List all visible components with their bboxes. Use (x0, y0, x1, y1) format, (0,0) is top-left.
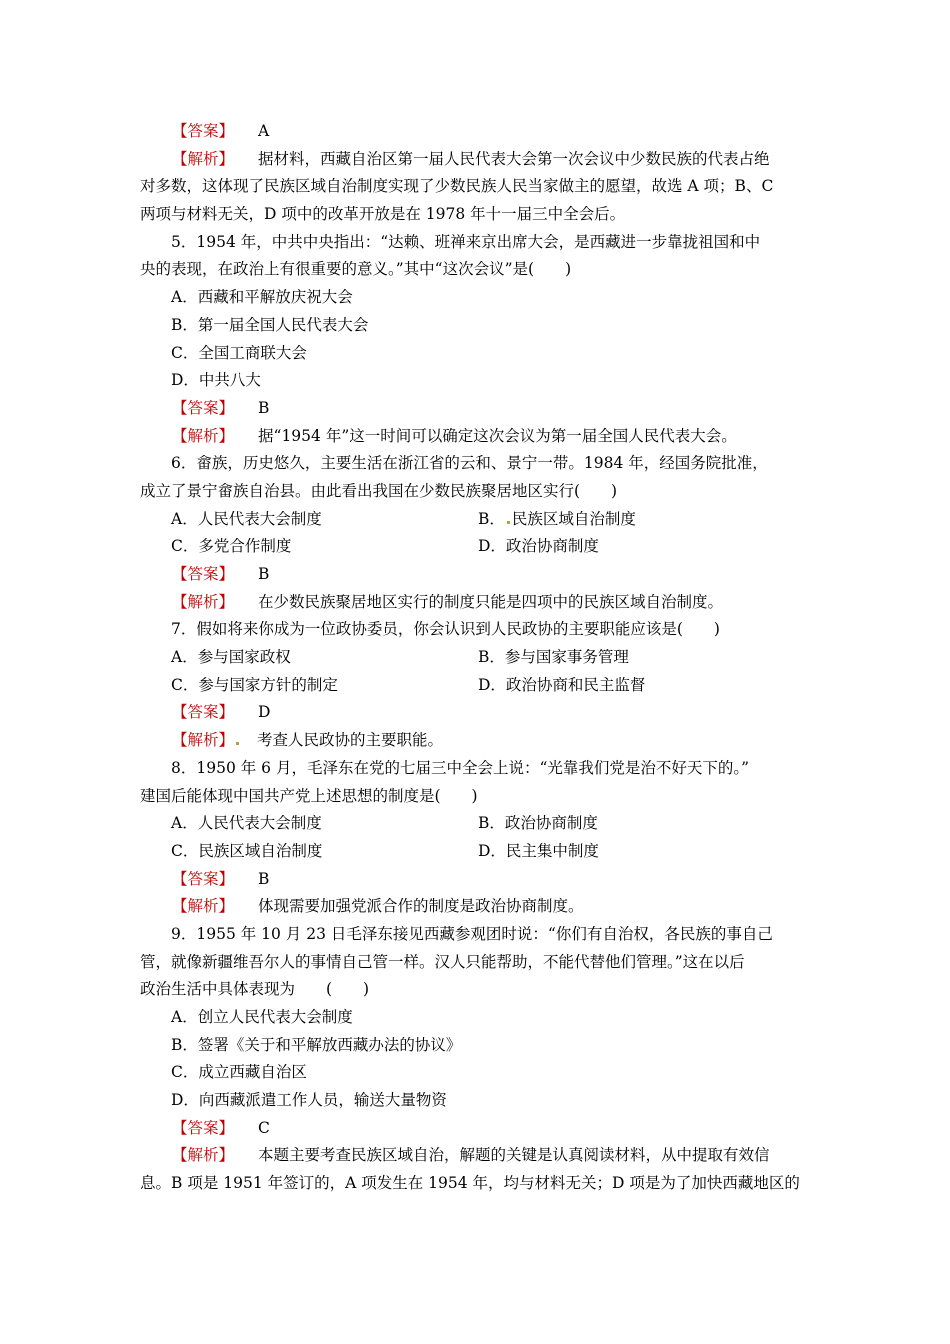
option-a: A．人民代表大会制度 (171, 814, 322, 833)
analysis-line (140, 727, 816, 755)
analysis-text: 据材料，西藏自治区第一届人民代表大会第一次会议中少数民族的代表占绝 (258, 149, 770, 168)
answer-line (140, 866, 816, 894)
answer-line (140, 561, 816, 589)
analysis-text: 体现需要加强党派合作的制度是政治协商制度。 (258, 897, 584, 916)
answer-tag: 【答案】 (172, 1118, 235, 1137)
option-a: A．西藏和平解放庆祝大会 (171, 288, 353, 307)
option-b: B．参与国家事务管理 (478, 648, 629, 667)
answer-value: B (258, 869, 270, 888)
question-stem: 5．1954 年，中共中央指出：“达赖、班禅来京出席大会，是西藏进一步靠拢祖国和中 (171, 232, 761, 251)
answer-value: D (258, 703, 271, 722)
question-stem: 6．畲族，历史悠久，主要生活在浙江省的云和、景宁一带。1984 年，经国务院批准， (171, 454, 768, 473)
question-stem: 建国后能体现中国共产党上述思想的制度是( ) (140, 786, 478, 805)
option-b: B．签署《关于和平解放西藏办法的协议》 (171, 1035, 462, 1054)
question-stem: 9．1955 年 10 月 23 日毛泽东接见西藏参观团时说：“你们有自治权，各民族的事自己 (171, 924, 773, 943)
answer-value: C (258, 1118, 270, 1137)
option-d: D．中共八大 (171, 371, 261, 390)
analysis-tag: 【解析】 (172, 1146, 235, 1165)
analysis-tag: 【解析】 (172, 426, 235, 445)
analysis-tag: 【解析】 (172, 592, 235, 611)
answer-tag: 【答案】 (172, 565, 235, 583)
option-c: C．参与国家方针的制定 (171, 675, 338, 694)
analysis-tag: 【解析】 (172, 731, 235, 750)
option-c: C．民族区域自治制度 (171, 841, 323, 860)
analysis-text: 对多数，这体现了民族区域自治制度实现了少数民族人民当家做主的愿望，故选 A 项；B、C (140, 177, 774, 196)
option-row (140, 644, 816, 672)
analysis-text: 在少数民族聚居地区实行的制度只能是四项中的民族区域自治制度。 (258, 592, 724, 611)
question-stem: 央的表现，在政治上有很重要的意义。”其中“这次会议”是( ) (140, 260, 572, 279)
analysis-line (140, 893, 816, 921)
answer-tag: 【答案】 (172, 122, 235, 140)
document-body (140, 118, 816, 1198)
analysis-tag: 【解析】 (172, 149, 235, 168)
analysis-text: 息。B 项是 1951 年签订的，A 项发生在 1954 年，均与材料无关；D 项是为了加快西藏地区的 (140, 1174, 800, 1193)
option-d: D．向西藏派遣工作人员，输送大量物资 (171, 1091, 447, 1110)
option-c: C．全国工商联大会 (171, 343, 307, 362)
question-stem: 政治生活中具体表现为 ( ) (140, 980, 370, 999)
analysis-text: 考查人民政协的主要职能。 (257, 731, 444, 750)
analysis-text: 两项与材料无关，D 项中的改革开放是在 1978 年十一届三中全会后。 (140, 205, 626, 224)
option-a: A．创立人民代表大会制度 (171, 1008, 353, 1026)
option-row (140, 533, 816, 561)
answer-value: B (258, 398, 270, 417)
option-b: B．政治协商制度 (478, 814, 598, 833)
question-stem: 管，就像新疆维吾尔人的事情自己管一样。汉人只能帮助，不能代替他们管理。”这在以后 (140, 952, 745, 971)
analysis-line (140, 423, 816, 451)
analysis-tag: 【解析】 (172, 897, 235, 916)
analysis-line (140, 1142, 816, 1170)
analysis-text: 本题主要考查民族区域自治，解题的关键是认真阅读材料，从中提取有效信 (258, 1146, 770, 1165)
option-c: C．成立西藏自治区 (171, 1063, 307, 1082)
option-c: C．多党合作制度 (171, 537, 292, 556)
question-stem: 7．假如将来你成为一位政协委员，你会认识到人民政协的主要职能应该是( ) (171, 620, 720, 639)
option-a: A．参与国家政权 (171, 648, 291, 667)
question-stem: 成立了景宁畲族自治县。由此看出我国在少数民族聚居地区实行( ) (140, 481, 618, 500)
option-row (140, 506, 816, 534)
option-b: B． 民族区域自治制度 (478, 509, 636, 528)
analysis-text: 据“1954 年”这一时间可以确定这次会议为第一届全国人民代表大会。 (258, 426, 737, 445)
answer-value: B (258, 565, 270, 583)
answer-tag: 【答案】 (172, 703, 235, 722)
answer-line (140, 118, 816, 146)
option-d: D．政治协商和民主监督 (478, 675, 646, 694)
answer-tag: 【答案】 (172, 869, 235, 888)
analysis-line (140, 146, 816, 174)
option-b: B．第一届全国人民代表大会 (171, 315, 369, 334)
option-d: D．民主集中制度 (478, 841, 599, 860)
analysis-line (140, 589, 816, 617)
dot-mark (236, 742, 239, 745)
answer-line (140, 699, 816, 727)
answer-line (140, 395, 816, 423)
answer-line (140, 1115, 816, 1143)
question-stem: 8．1950 年 6 月，毛泽东在党的七届三中全会上说：“光靠我们党是治不好天下的。” (171, 758, 750, 777)
answer-tag: 【答案】 (172, 398, 235, 417)
dot-mark (507, 521, 510, 524)
option-row (140, 810, 816, 838)
answer-value: A (258, 122, 270, 140)
option-row (140, 672, 816, 700)
option-row (140, 838, 816, 866)
option-a: A．人民代表大会制度 (171, 509, 322, 528)
option-d: D．政治协商制度 (478, 537, 599, 556)
